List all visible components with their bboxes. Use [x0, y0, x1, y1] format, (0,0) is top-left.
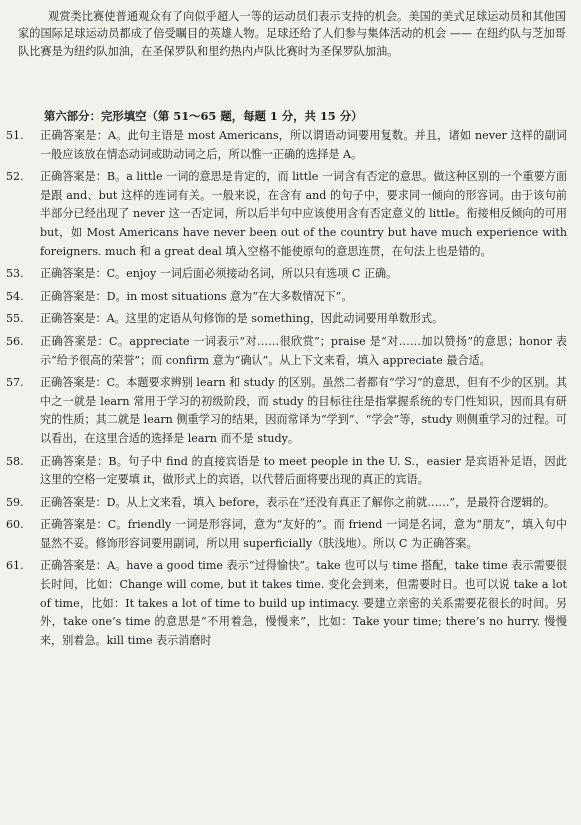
answer-item-57 — [4, 374, 567, 448]
item-number: 56. — [6, 334, 24, 348]
item-text: 正确答案是：B。句子中 find 的直接宾语是 to meet people in the U. S.，easier 是宾语补足语，因此这里的空格一定要填 it，做形式上的宾语，以代替后面将要出现的真正的宾语。 — [40, 454, 567, 487]
item-text: 正确答案是：A。此句主语是 most Americans，所以谓语动词要用复数。并且，诸如 never 这样的副词一般应该放在情态动词或助动词之后，所以惟一正确的选择是 A。 — [40, 129, 567, 161]
item-number: 51. — [6, 129, 24, 142]
answer-item-54 — [4, 288, 567, 307]
item-number: 54. — [6, 289, 24, 303]
intro-paragraph — [18, 8, 566, 60]
answer-item-60 — [4, 516, 567, 553]
answer-item-61 — [4, 557, 567, 650]
item-number: 55. — [6, 312, 24, 326]
item-text: 正确答案是：C。本题要求辨别 learn 和 study 的区别。虽然二者都有“学习”的意思，但有不少的区别。其中之一就是 learn 常用于学习的初级阶段，而 study 的目标往往是指掌握系统的专门性知识，因而具有研究的性质；其二就是 learn 侧重学习的结果，因而常译为“学到”、“学会”等，study 则侧重学习的过程。可以看出，在这里合适的选择是 learn 而不是 study。 — [40, 376, 567, 445]
item-number: 52. — [6, 170, 24, 184]
item-text: 正确答案是：D。从上文来看，填入 before，表示在“还没有真正了解你之前就……”，是最符合逻辑的。 — [40, 495, 555, 509]
answer-item-53 — [4, 265, 567, 284]
answer-item-56 — [4, 333, 567, 370]
answer-item-51 — [4, 127, 567, 164]
item-number: 57. — [6, 376, 24, 390]
item-text: 正确答案是：C。enjoy 一词后面必须接动名词，所以只有选项 C 正确。 — [40, 267, 398, 281]
item-text: 正确答案是：A。这里的定语从句修饰的是 something，因此动词要用单数形式。 — [40, 312, 444, 326]
section-title: 第六部分：完形填空（第 51～65 题，每题 1 分，共 15 分） — [44, 109, 363, 123]
intro-text: 观赏类比赛使普通观众有了向似乎超人一等的运动员们表示支持的机会。美国的美式足球运动员和其他国家的国际足球运动员都成了倍受瞩目的英雄人物。足球还给了人们参与集体活动的机会 —— 在纽约队与芝加哥队比赛是为纽约队加油，在圣保罗队和里约热内卢队比赛时为圣保罗队加油。 — [18, 10, 566, 58]
item-text: 正确答案是：A。have a good time 表示“过得愉快”。take 也可以与 time 搭配，take time 表示需要很长时间，比如：Change will come, but it takes time. 变化会到来，但需要时日。也可以说 take a lot of time，比如：It takes a lot of time to build up intimacy. 要建立亲密的关系需要花很长的时间。另外，take one’s time 的意思是“不用着急，慢慢来”，比如：Take your time; there’s no hurry. 慢慢来，别着急。kill time 表示消磨时 — [40, 559, 567, 647]
answer-item-55 — [4, 310, 567, 329]
item-number: 53. — [6, 267, 24, 281]
item-text: 正确答案是：B。a little 一词的意思是肯定的，而 little 一词含有否定的意思。做这种区别的一个重要方面是跟 and、but 这样的连词有关。一般来说，在含有 and 的句子中，要求同一倾向的形容词。由于该句前半部分已经出现了 never 这一否定词，所以后半句中应该使用含有否定意义的 little。衔接相反倾向的可用 but，如 Most Americans have never been out of the country but have much experience with foreigners. much 和 a great deal 填入空格不能使原句的意思连贯，在句法上也是错的。 — [40, 170, 567, 258]
item-text: 正确答案是：C。appreciate 一词表示“对……很欣赏”；praise 是“对……加以赞扬”的意思；honor 表示“给予很高的荣誉”；而 confirm 意为“确认”。从上下文来看，填入 appreciate 最合适。 — [40, 334, 567, 367]
answer-item-58 — [4, 453, 567, 490]
answer-item-59 — [4, 494, 567, 513]
answer-list — [4, 127, 567, 654]
item-number: 61. — [6, 559, 24, 573]
item-number: 59. — [6, 495, 24, 509]
item-text: 正确答案是：C。friendly 一词是形容词，意为“友好的”。而 friend 一词是名词，意为“朋友”，填入句中显然不妥。修饰形容词要用副词，所以用 superficially（肤浅地）。所以 C 为正确答案。 — [40, 518, 567, 550]
item-number: 60. — [6, 518, 24, 532]
item-number: 58. — [6, 454, 24, 468]
answer-item-52 — [4, 168, 567, 261]
item-text: 正确答案是：D。in most situations 意为“在大多数情况下”。 — [40, 289, 353, 303]
